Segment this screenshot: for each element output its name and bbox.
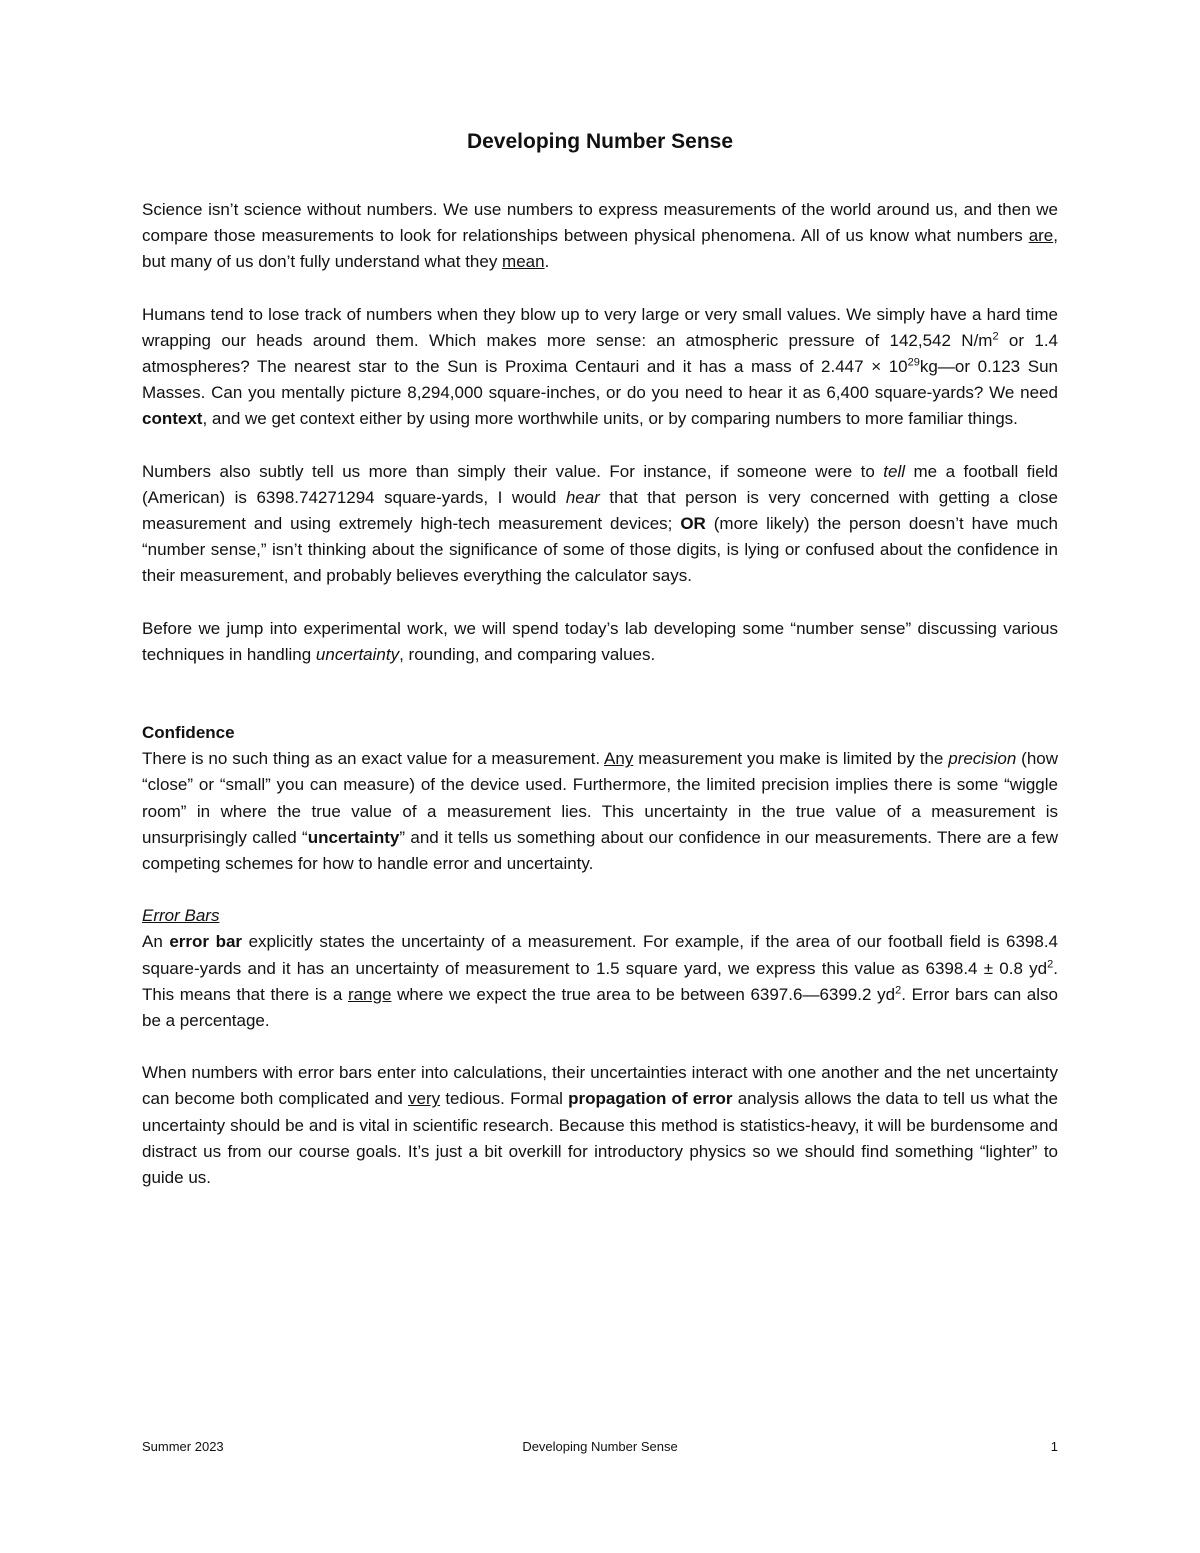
bold-term: uncertainty bbox=[307, 827, 400, 847]
page-title: Developing Number Sense bbox=[466, 130, 734, 153]
superscript: 2 bbox=[1047, 958, 1054, 971]
underlined-word: mean bbox=[502, 252, 545, 272]
text-run: tedious. Formal bbox=[440, 1089, 569, 1109]
significance-paragraph bbox=[142, 459, 1058, 590]
subsection-heading-error-bars: Error Bars bbox=[142, 906, 220, 926]
text-run: , but many of us don’t fully understand what they bbox=[142, 226, 1058, 272]
bold-term: context bbox=[142, 409, 203, 429]
bold-term: OR bbox=[680, 514, 706, 534]
text-run: When numbers with error bars enter into calculations, their uncertainties interact with one another and the net uncertainty can become both complicated and bbox=[142, 1063, 1058, 1109]
text-run: or 1.4 atmospheres? The nearest star to the Sun is Proxima Centauri and it has a mass of 2.447 × 10 bbox=[142, 330, 1058, 377]
underlined-word: Any bbox=[604, 749, 634, 769]
text-run: . Error bars can also be a percentage. bbox=[142, 984, 1058, 1031]
text-run: explicitly states the uncertainty of a measurement. For example, if the area of our football field is 6398.4 square-yards and it has an uncertainty of measurement to 1.5 square yard, we express this value as 6398.4 ± 0.8 yd bbox=[142, 932, 1058, 978]
page-number: 1 bbox=[1050, 1439, 1058, 1454]
text-run: , and we get context either by using more worthwhile units, or by comparing numbers to more familiar things. bbox=[202, 409, 1018, 429]
text-run: measurement you make is limited by the bbox=[633, 749, 949, 769]
text-run: that that person is very concerned with getting a close measurement and using extremely high-tech measurement devices; bbox=[142, 487, 1058, 534]
text-run: . This means that there is a bbox=[142, 958, 1058, 1004]
underlined-word: very bbox=[408, 1089, 441, 1109]
underlined-word: range bbox=[347, 984, 392, 1004]
section-heading-confidence: Confidence bbox=[142, 723, 235, 743]
text-run: where we expect the true area to be between 6397.6—6399.2 yd bbox=[391, 984, 896, 1004]
intro-paragraph bbox=[142, 197, 1058, 276]
italic-word: uncertainty bbox=[315, 644, 400, 664]
text-run: , rounding, and comparing values. bbox=[399, 644, 656, 664]
footer-title: Developing Number Sense bbox=[522, 1439, 678, 1454]
text-run: ” and it tells us something about our confidence in our measurements. There are a few competing schemes for how to handle error and uncertainty. bbox=[142, 827, 1059, 874]
text-run: me a football field (American) is 6398.74271294 square-yards, I would bbox=[142, 461, 1058, 507]
text-run: (how “close” or “small” you can measure) of the device used. Furthermore, the limited precision implies there is some “wiggle room” in where the true value of a measurement lies. This uncertainty in the true value of a measurement is unsurprisingly called “ bbox=[142, 749, 1059, 847]
propagation-paragraph bbox=[142, 1060, 1058, 1191]
section-spacer bbox=[142, 668, 1058, 720]
superscript: 29 bbox=[907, 356, 920, 369]
text-run: Numbers also subtly tell us more than simply their value. For instance, if someone were to bbox=[142, 461, 884, 481]
text-run: (more likely) the person doesn’t have much “number sense,” isn’t thinking about the significance of some of those digits, is lying or confused about the confidence in their measurement, and probably believes everything the calculator says. bbox=[142, 514, 1058, 586]
confidence-paragraph bbox=[142, 746, 1058, 877]
text-run: kg—or 0.123 Sun Masses. Can you mentally picture 8,294,000 square-inches, or do you need to hear it as 6,400 square-yards? We need bbox=[142, 357, 1058, 403]
text-run: Before we jump into experimental work, we will spend today’s lab developing some “number sense” discussing various techniques in handling bbox=[142, 618, 1058, 664]
superscript: 2 bbox=[895, 984, 902, 997]
bold-term: propagation of error bbox=[568, 1089, 733, 1109]
footer-term: Summer 2023 bbox=[142, 1439, 224, 1454]
text-run: . bbox=[544, 252, 550, 272]
italic-word: hear bbox=[565, 487, 600, 507]
text-run: An bbox=[142, 932, 170, 952]
superscript: 2 bbox=[992, 330, 999, 343]
italic-word: tell bbox=[883, 461, 906, 481]
text-run: Humans tend to lose track of numbers when they blow up to very large or very small values. We simply have a hard time wrapping our heads around them. Which makes more sense: an atmospheric pressure of 142,542 N/m bbox=[142, 304, 1058, 350]
text-run: analysis allows the data to tell us what the uncertainty should be and is vital in scientific research. Because this method is statistics-heavy, it will be burdensome and distract us from our course goals. It’s just a bit overkill for introductory physics so we should find something “lighter” to guide us. bbox=[142, 1089, 1059, 1188]
italic-word: precision bbox=[948, 749, 1017, 769]
text-run: Science isn’t science without numbers. We use numbers to express measurements of the world around us, and then we compare those measurements to look for relationships between physical phenomena. All of us know what numbers bbox=[142, 200, 1058, 246]
text-run: There is no such thing as an exact value for a measurement. bbox=[142, 749, 605, 769]
underlined-word: are bbox=[1028, 226, 1054, 246]
context-paragraph bbox=[142, 302, 1058, 433]
lab-intro-paragraph bbox=[142, 616, 1058, 668]
bold-term: error bar bbox=[169, 932, 243, 952]
document-body bbox=[142, 125, 1058, 1217]
error-bars-paragraph bbox=[142, 929, 1058, 1034]
